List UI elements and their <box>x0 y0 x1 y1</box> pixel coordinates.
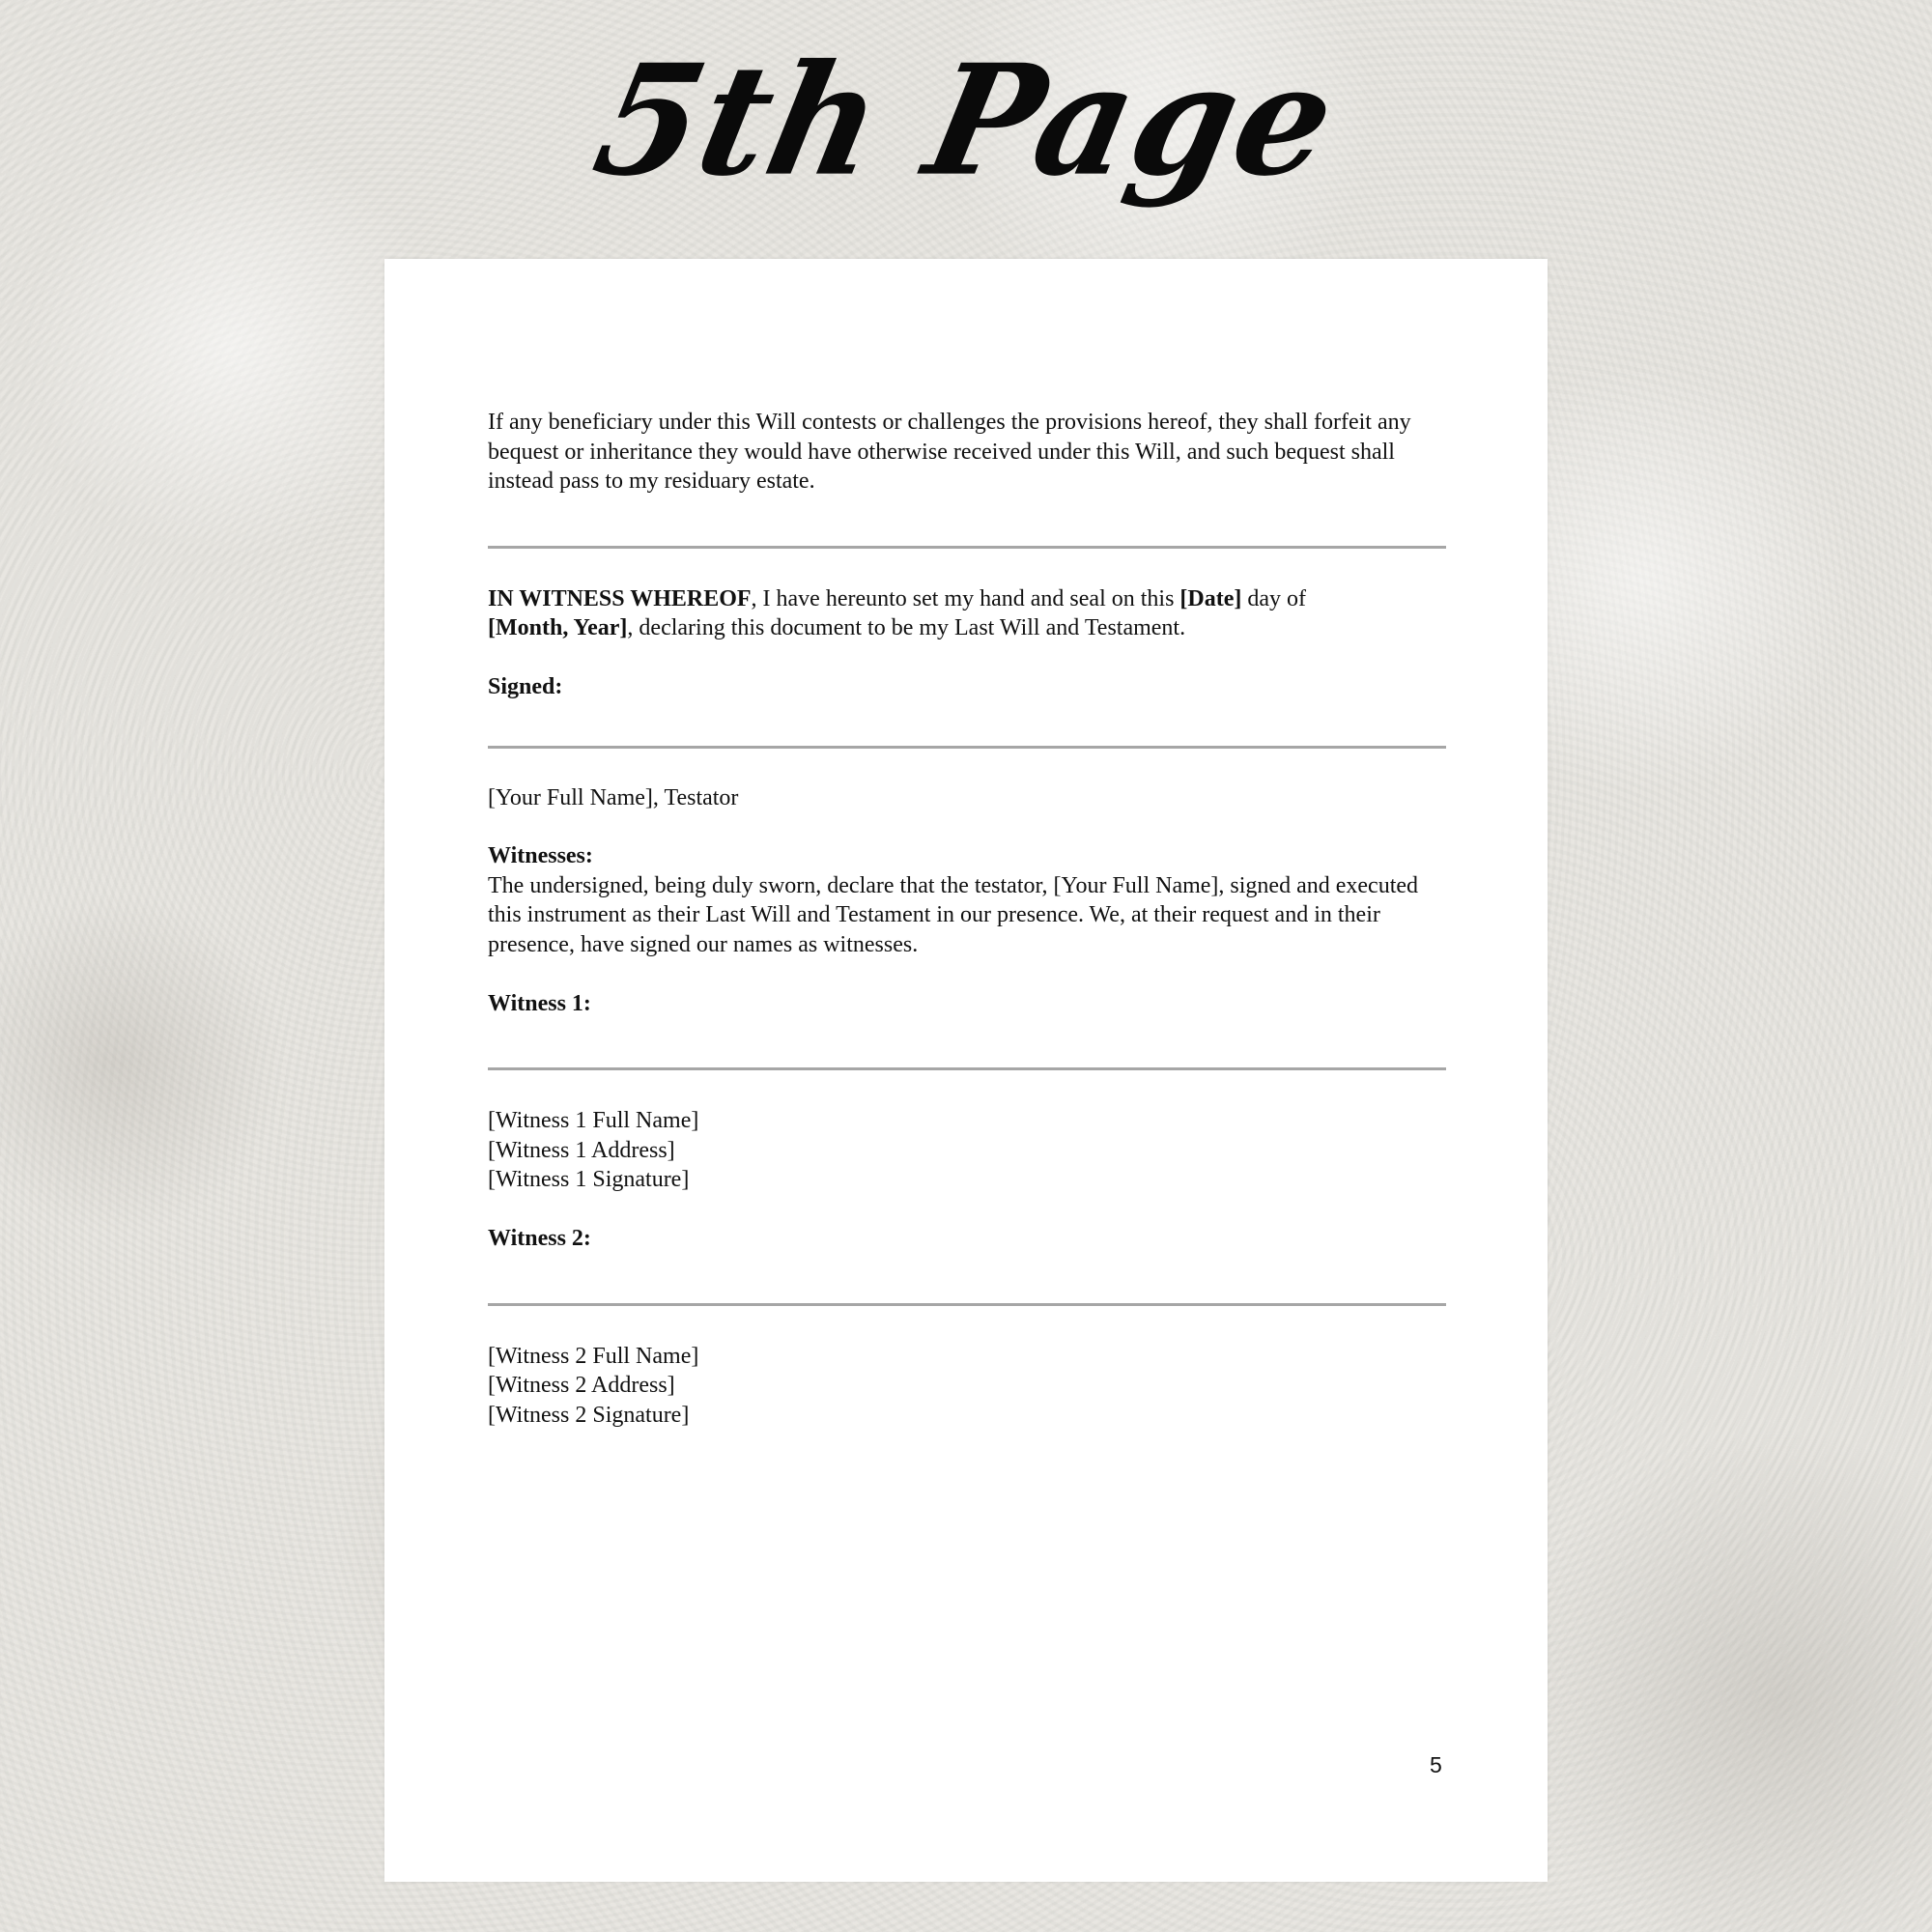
signature-line-witness2 <box>488 1303 1446 1306</box>
witness-whereof-text3: , declaring this document to be my Last Will and Testament. <box>627 615 1186 641</box>
witness2-label-text: Witness 2: <box>488 1225 591 1251</box>
contest-clause: If any beneficiary under this Will contests or challenges the provisions hereof, they shall forfeit any bequest or inheritance they would have otherwise received under this Will, and such bequest shall instead pass to my residuary estate. <box>488 410 1411 495</box>
witness1-signature: [Witness 1 Signature] <box>488 1167 690 1193</box>
witness-whereof-text2: day of <box>1241 585 1307 611</box>
witness-whereof-clause <box>488 584 1446 643</box>
signature-line-testator <box>488 746 1446 749</box>
testator-line: [Your Full Name], Testator <box>488 784 739 810</box>
witness1-full-name: [Witness 1 Full Name] <box>488 1108 699 1134</box>
month-year-placeholder: [Month, Year] <box>488 615 628 641</box>
witness1-label <box>488 989 1446 1019</box>
witness1-address: [Witness 1 Address] <box>488 1137 675 1163</box>
witnesses-statement: The undersigned, being duly sworn, declare that the testator, [Your Full Name], signed and executed this instrument as their Last Will and Testament in our presence. We, at their request and in their presence, have signed our names as witnesses. <box>488 872 1419 957</box>
witnesses-label-text: Witnesses: <box>488 843 593 869</box>
witness-whereof-text1: , I have hereunto set my hand and seal on this <box>751 585 1180 611</box>
divider-rule <box>488 546 1446 549</box>
page-number: 5 <box>1430 1752 1442 1777</box>
witness2-full-name: [Witness 2 Full Name] <box>488 1343 699 1369</box>
signed-label <box>488 672 1446 702</box>
document-sheet <box>384 259 1548 1882</box>
document-content <box>488 404 1446 1430</box>
page-title: 5th Page <box>581 31 1351 211</box>
signed-label-text: Signed: <box>488 673 563 699</box>
witness2-signature: [Witness 2 Signature] <box>488 1402 690 1428</box>
date-placeholder: [Date] <box>1179 585 1242 611</box>
signature-line-witness1 <box>488 1067 1446 1070</box>
witnesses-label <box>488 841 1446 871</box>
witness-whereof-lead: IN WITNESS WHEREOF <box>488 585 752 611</box>
witness2-address: [Witness 2 Address] <box>488 1373 675 1399</box>
witness2-label <box>488 1224 1446 1254</box>
witness1-label-text: Witness 1: <box>488 990 591 1016</box>
